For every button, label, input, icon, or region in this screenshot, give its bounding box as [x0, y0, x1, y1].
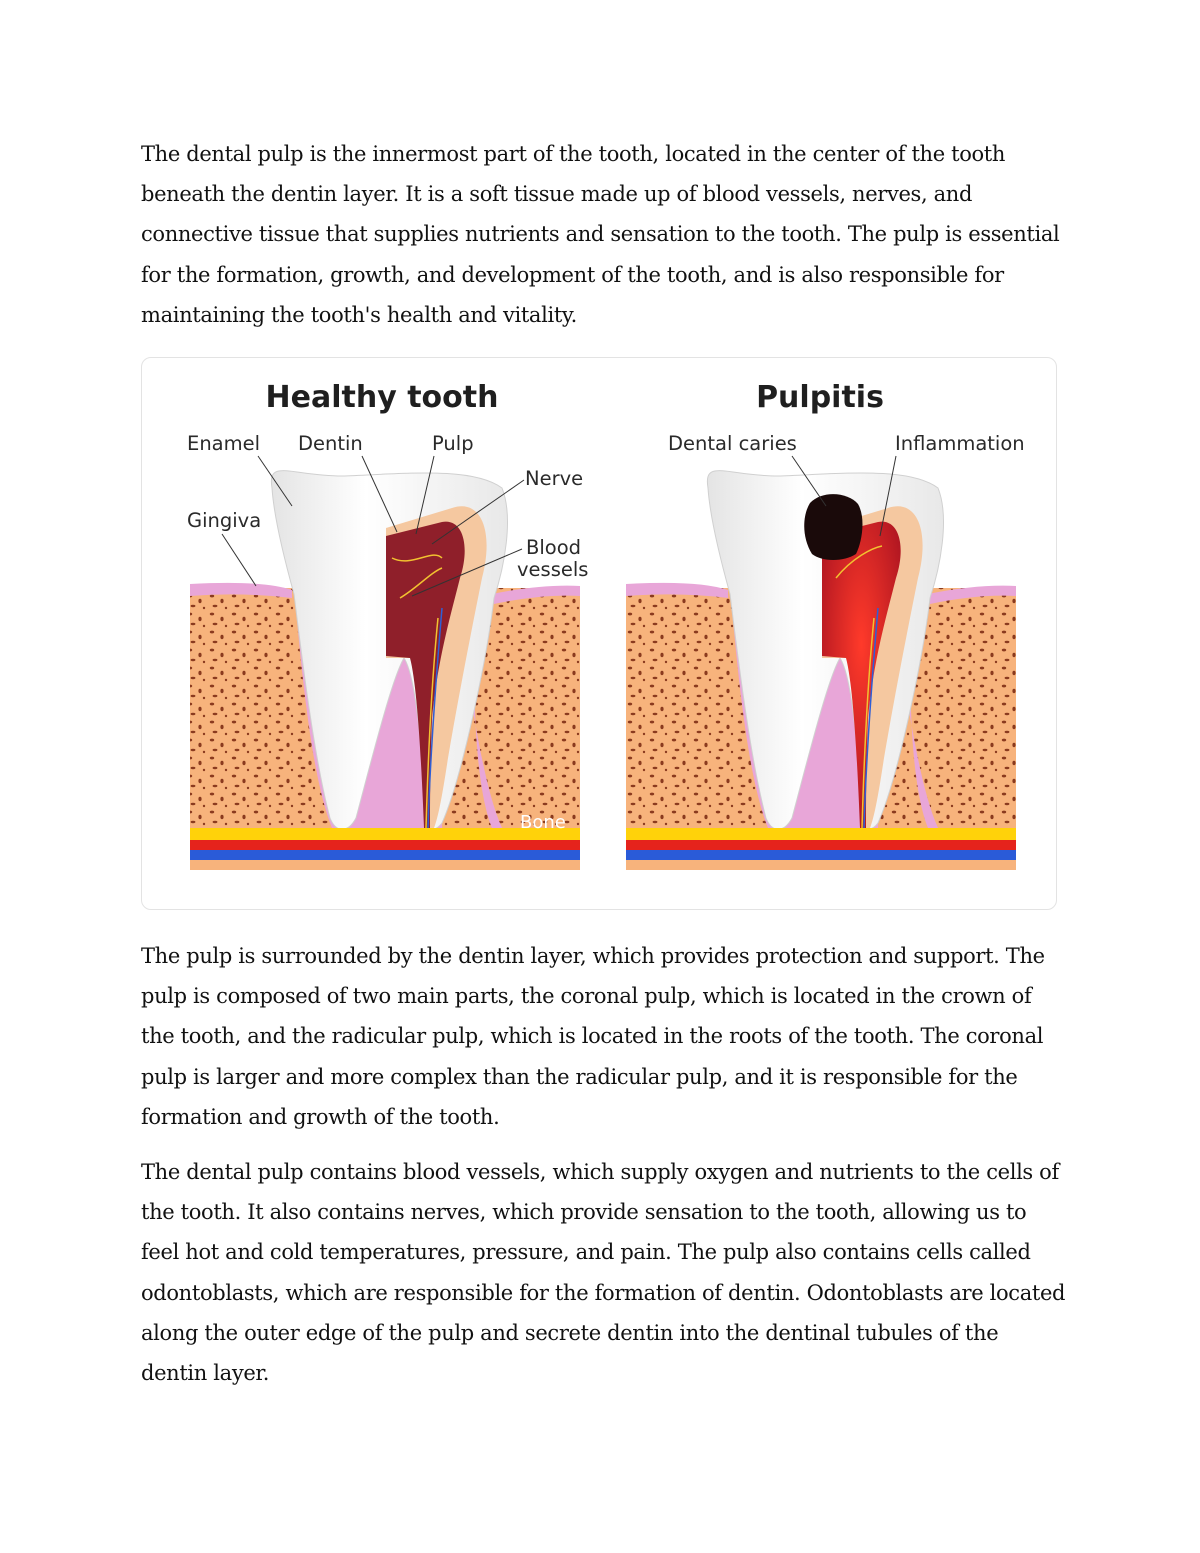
label-inflammation: Inflammation — [895, 432, 1025, 455]
label-dental-caries: Dental caries — [668, 432, 797, 455]
healthy-tooth-panel — [187, 380, 588, 870]
label-nerve: Nerve — [525, 467, 584, 490]
label-pulp: Pulp — [432, 432, 474, 455]
paragraph-function: The dental pulp contains blood vessels, which supply oxygen and nutrients to the cells of the tooth. It also contains nerves, which provide sensation to the tooth, allowing us to feel hot and cold temperatures, pressure, and pain. The pulp also contains cells called odontoblasts, which are responsible for the formation of dentin. Odontoblasts are located along the outer edge of the pulp and secrete dentin into the dentinal tubules of the dentin layer. — [141, 1160, 1066, 1386]
label-vessels: vessels — [517, 558, 589, 581]
healthy-tooth-title: Healthy tooth — [265, 380, 499, 415]
label-blood: Blood — [526, 536, 582, 559]
tooth-diagram-figure — [141, 357, 1057, 910]
paragraph-structure: The pulp is surrounded by the dentin layer, which provides protection and support. The pulp is composed of two main parts, the coronal pulp, which is located in the crown of the tooth, and the radicular pulp, which is located in the roots of the tooth. The coronal pulp is larger and more complex than the radicular pulp, and it is responsible for the formation and growth of the tooth. — [141, 944, 1045, 1129]
tooth-diagram — [142, 358, 1058, 911]
label-enamel: Enamel — [187, 432, 261, 455]
label-bone: Bone — [520, 812, 566, 833]
label-gingiva: Gingiva — [187, 509, 262, 532]
paragraph-intro: The dental pulp is the innermost part of the tooth, located in the center of the tooth beneath the dentin layer. It is a soft tissue made up of blood vessels, nerves, and connective tissue that supplies nutrients and sensation to the tooth. The pulp is essential for the formation, growth, and development of the tooth, and is also responsible for maintaining the tooth's health and vitality. — [141, 142, 1060, 327]
label-dentin: Dentin — [298, 432, 363, 455]
pulpitis-title: Pulpitis — [756, 380, 884, 415]
pulpitis-panel — [626, 380, 1025, 870]
dental-caries — [804, 494, 862, 560]
